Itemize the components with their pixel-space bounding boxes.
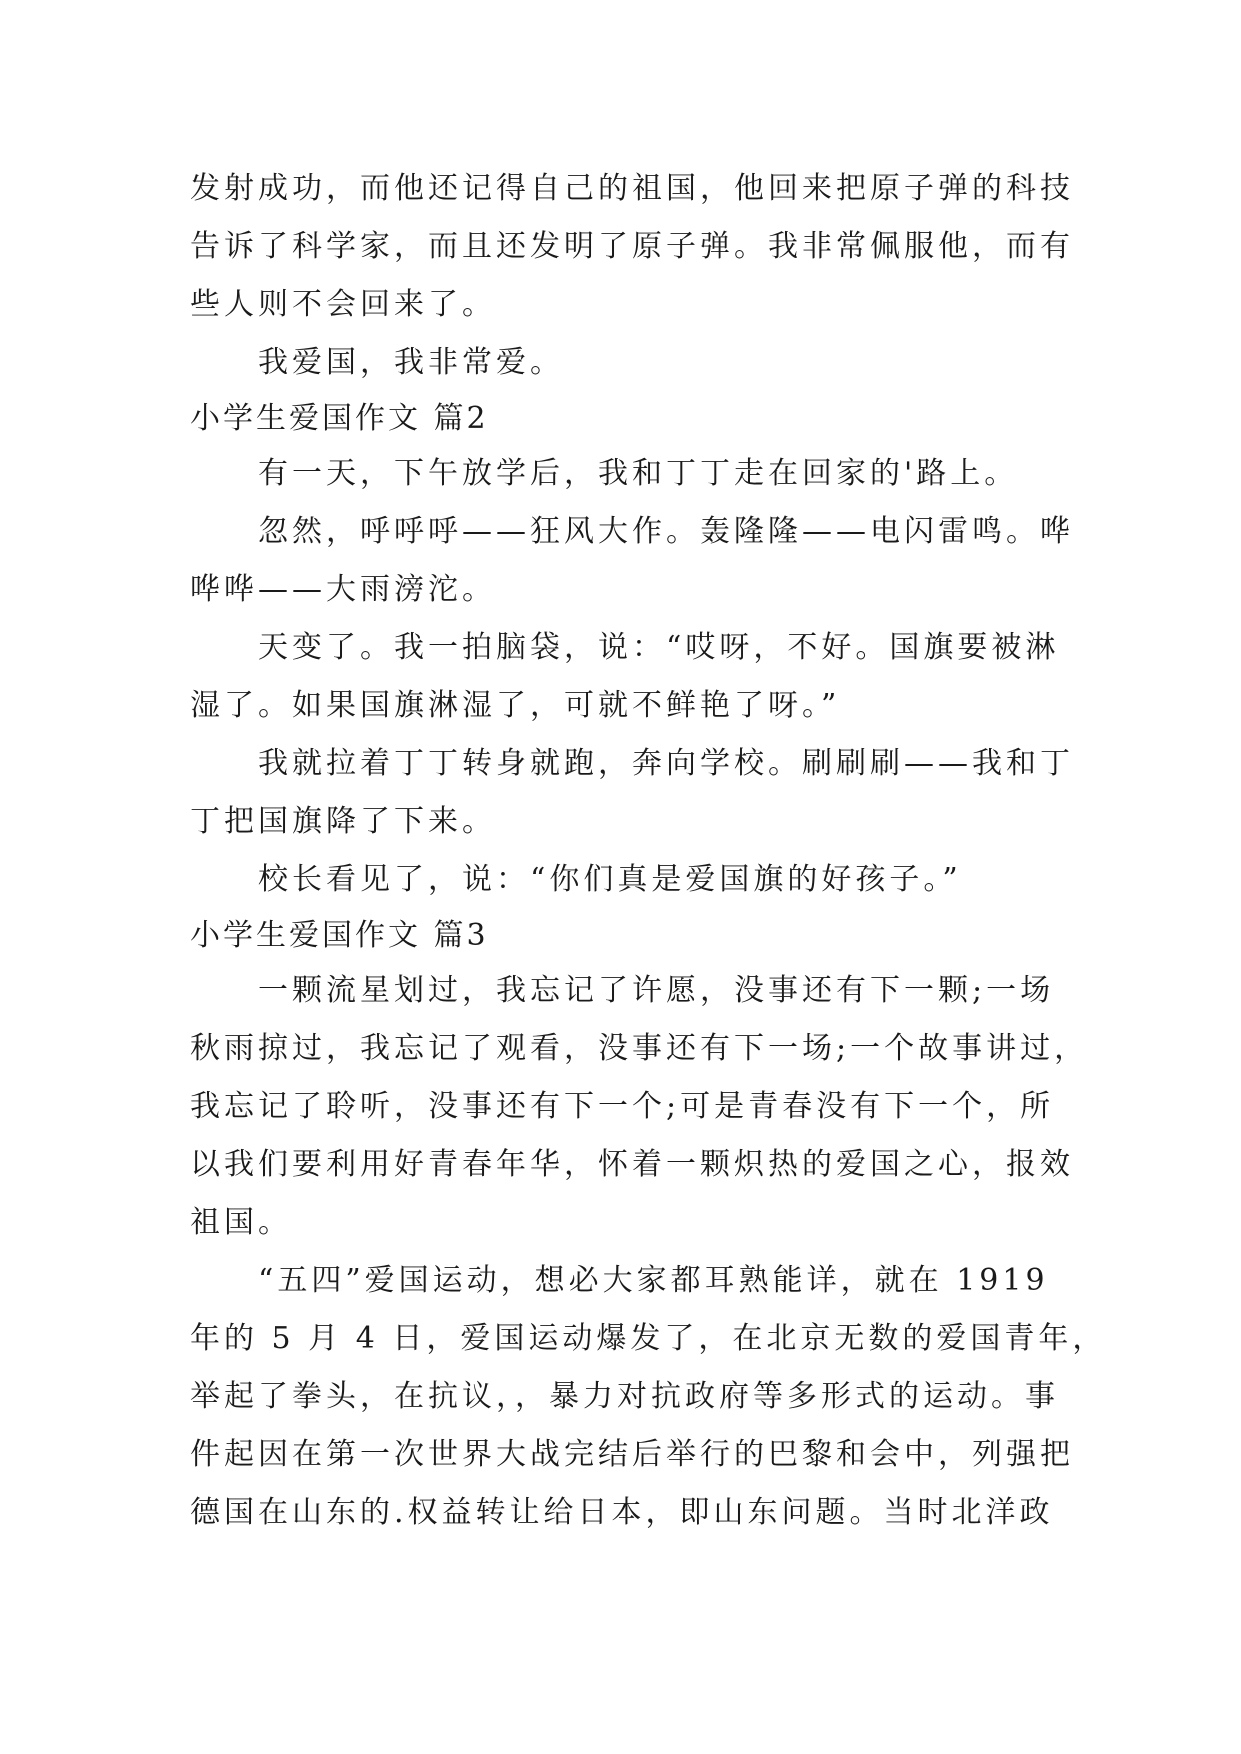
text-line: 我爱国，我非常爱。 [258,345,564,380]
heading-text: 小学生爱国作文 篇3 [190,918,489,953]
paragraph [190,445,1060,503]
text-line: 忽然，呼呼呼——狂风大作。轰隆隆——电闪雷鸣。哗 [258,514,1074,549]
text-line: 举起了拳头，在抗议，，暴力对抗政府等多形式的运动。事 [190,1379,1059,1414]
text-line: 湿了。如果国旗淋湿了，可就不鲜艳了呀。” [190,688,841,723]
text-line: 告诉了科学家，而且还发明了原子弹。我非常佩服他，而有 [190,229,1074,264]
text-line: 校长看见了，说：“你们真是爱国旗的好孩子。” [258,862,962,897]
paragraph [190,334,1060,392]
document-body [190,160,1107,1542]
text-line: 以我们要利用好青春年华，怀着一颗炽热的爱国之心，报效 [190,1147,1074,1182]
paragraph [190,851,1060,909]
section-heading [190,392,1060,445]
paragraph [190,503,1074,619]
text-line: 一颗流星划过，我忘记了许愿，没事还有下一颗;一场 [258,973,1055,1008]
text-line: 祖国。 [190,1205,292,1240]
text-line: 秋雨掠过，我忘记了观看，没事还有下一场;一个故事讲过， [190,1031,1089,1066]
text-line: 哗哗——大雨滂沱。 [190,572,496,607]
text-line: 德国在山东的.权益转让给日本，即山东问题。当时北洋政 [190,1495,1054,1530]
text-line: 年的 5 月 4 日，爱国运动爆发了，在北京无数的爱国青年， [190,1321,1107,1356]
text-line: “五四”爱国运动，想必大家都耳熟能详，就在 1919 [258,1263,1049,1298]
paragraph [190,1252,1107,1542]
text-line: 些人则不会回来了。 [190,287,496,322]
text-line: 件起因在第一次世界大战完结后举行的巴黎和会中，列强把 [190,1437,1074,1472]
text-line: 有一天，下午放学后，我和丁丁走在回家的'路上。 [258,456,1019,491]
paragraph [190,619,1060,735]
heading-text: 小学生爱国作文 篇2 [190,401,489,436]
text-line: 我忘记了聆听，没事还有下一个;可是青春没有下一个，所 [190,1089,1055,1124]
text-line: 天变了。我一拍脑袋，说：“哎呀，不好。国旗要被淋 [258,630,1060,665]
paragraph [190,735,1074,851]
paragraph [190,962,1089,1252]
paragraph [190,160,1074,334]
section-heading [190,909,1060,962]
text-line: 发射成功，而他还记得自己的祖国，他回来把原子弹的科技 [190,171,1074,206]
text-line: 我就拉着丁丁转身就跑，奔向学校。刷刷刷——我和丁 [258,746,1074,781]
text-line: 丁把国旗降了下来。 [190,804,496,839]
